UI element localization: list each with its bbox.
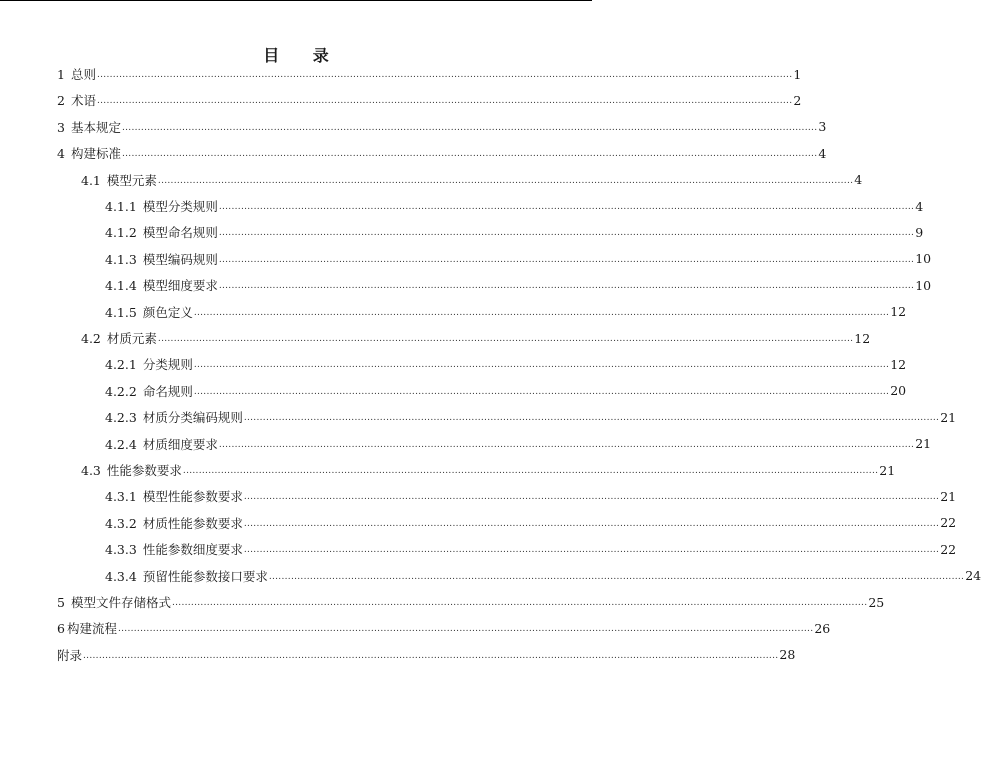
toc-entry[interactable] [105, 536, 957, 562]
toc-entry-number: 4.1 [81, 172, 101, 188]
toc-entry-number: 4.3.2 [105, 515, 137, 531]
toc-entry-page: 22 [940, 515, 957, 531]
toc-entry-label: 基本规定 [70, 119, 121, 135]
toc-entry-label: 模型文件存储格式 [70, 595, 171, 610]
toc-entry-page: 4 [915, 198, 924, 214]
toc-entry[interactable] [105, 510, 957, 536]
toc-entry[interactable] [57, 61, 802, 87]
toc-entry-page: 4 [818, 145, 827, 161]
toc-entry-number: 3 [57, 119, 65, 135]
toc-entry-label: 模型性能参数要求 [142, 489, 243, 505]
toc-entry-number: 4.2.2 [105, 383, 137, 399]
toc-entry-number: 4.3.1 [105, 489, 137, 505]
toc-entry-page: 28 [779, 647, 796, 663]
toc-entry-label: 性能参数细度要求 [142, 542, 243, 558]
toc-leader-dots: ............................................................................................................................................................................................................................ [117, 624, 814, 635]
toc-entry-label: 性能参数要求 [106, 463, 182, 478]
toc-entry-number: 4.1.1 [105, 199, 137, 214]
toc-entry-number: 1 [57, 67, 65, 82]
toc-entry-label: 模型细度要求 [142, 278, 218, 294]
toc-leader-dots: ............................................................................................................................................................................................................................ [193, 307, 890, 318]
toc-entry[interactable] [57, 87, 802, 113]
toc-entry-number: 4.2.3 [105, 410, 137, 426]
toc-entry[interactable] [81, 167, 863, 193]
toc-entry-page: 9 [915, 224, 924, 240]
toc-entry-label: 构建流程 [66, 621, 117, 637]
toc-entry[interactable] [105, 193, 924, 219]
toc-entry[interactable] [105, 351, 907, 377]
toc-leader-dots: ............................................................................................................................................................................................................................ [83, 650, 779, 661]
toc-leader-dots: ............................................................................................................................................................................................................................ [243, 492, 940, 503]
page-title: 目 录 [263, 46, 343, 65]
toc-entry-label: 模型命名规则 [142, 225, 218, 241]
toc-entry-label: 附录 [57, 647, 83, 663]
toc-leader-dots: ............................................................................................................................................................................................................................ [96, 70, 793, 80]
toc-entry-page: 21 [879, 462, 896, 478]
toc-entry-number: 4.3.4 [105, 568, 137, 584]
toc-entry[interactable] [105, 272, 932, 298]
toc-entry-page: 3 [818, 119, 827, 135]
toc-entry-label: 分类规则 [142, 357, 193, 373]
toc-entry[interactable] [81, 457, 896, 483]
toc-leader-dots: ............................................................................................................................................................................................................................ [218, 281, 915, 292]
toc-leader-dots: ............................................................................................................................................................................................................................ [171, 598, 868, 608]
toc-leader-dots: ............................................................................................................................................................................................................................ [218, 439, 915, 450]
toc-leader-dots: ............................................................................................................................................................................................................................ [193, 360, 890, 371]
toc-leader-dots: ............................................................................................................................................................................................................................ [268, 571, 965, 582]
toc-entry-number: 4.1.3 [105, 251, 137, 267]
toc-entry[interactable] [57, 114, 827, 140]
toc-entry-label: 颜色定义 [142, 304, 193, 320]
toc-entry[interactable] [105, 246, 932, 272]
toc-entry-number: 4 [57, 146, 65, 162]
toc-entry-page: 12 [890, 356, 907, 372]
toc-entry[interactable] [57, 589, 885, 615]
toc-leader-dots: ............................................................................................................................................................................................................................ [218, 228, 915, 239]
toc-entry[interactable] [105, 431, 932, 457]
toc-entry-page: 10 [915, 277, 932, 293]
toc-entry-page: 12 [854, 330, 871, 346]
toc-entry[interactable] [105, 219, 924, 245]
toc-leader-dots: ............................................................................................................................................................................................................................ [157, 334, 854, 344]
toc-entry-number: 4.1.4 [105, 278, 137, 294]
toc-entry[interactable] [105, 563, 981, 589]
toc-leader-dots: ............................................................................................................................................................................................................................ [243, 413, 940, 424]
toc-leader-dots: ............................................................................................................................................................................................................................ [218, 254, 915, 265]
toc-entry[interactable] [105, 299, 907, 325]
toc-leader-dots: ............................................................................................................................................................................................................................ [182, 466, 879, 476]
toc-entry-page: 21 [915, 436, 932, 452]
toc-entry-label: 材质分类编码规则 [142, 410, 243, 426]
toc-entry-label: 模型元素 [106, 172, 157, 188]
toc-entry-number: 4.2 [81, 331, 101, 346]
toc-leader-dots: ............................................................................................................................................................................................................................ [218, 202, 915, 212]
toc-leader-dots: ............................................................................................................................................................................................................................ [243, 518, 940, 529]
toc-entry-page: 10 [915, 251, 932, 267]
toc-entry-number: 6 [57, 621, 65, 637]
toc-entry-page: 21 [940, 488, 957, 504]
toc-entry-number: 5 [57, 595, 65, 610]
toc-entry-label: 材质细度要求 [142, 436, 218, 452]
toc-entry-page: 26 [814, 620, 831, 636]
toc-entry-label: 预留性能参数接口要求 [142, 568, 268, 584]
toc-entry-label: 总则 [70, 67, 96, 82]
toc-leader-dots: ............................................................................................................................................................................................................................ [193, 386, 890, 397]
toc-entry-label: 术语 [70, 93, 96, 109]
toc-entry-label: 材质性能参数要求 [142, 515, 243, 531]
toc-entry-number: 4.1.5 [105, 304, 137, 320]
toc-entry[interactable] [57, 642, 796, 668]
toc-leader-dots: ............................................................................................................................................................................................................................ [121, 122, 818, 133]
toc-entry-label: 模型分类规则 [142, 199, 218, 214]
toc-entry-page: 20 [890, 383, 907, 399]
toc-leader-dots: ............................................................................................................................................................................................................................ [96, 96, 793, 107]
toc-entry[interactable] [105, 483, 957, 509]
toc-entry-page: 22 [940, 541, 957, 557]
toc-entry[interactable] [57, 140, 827, 166]
toc-entry[interactable] [105, 404, 957, 430]
toc-entry-page: 1 [793, 66, 802, 82]
toc-entry-label: 命名规则 [142, 383, 193, 399]
page-top-rule [0, 0, 592, 1]
toc-leader-dots: ............................................................................................................................................................................................................................ [157, 175, 854, 186]
toc-entry[interactable] [81, 325, 871, 351]
toc-entry-page: 25 [868, 594, 885, 610]
toc-entry-page: 21 [940, 409, 957, 425]
toc-entry-page: 4 [854, 172, 863, 188]
toc-entry-number: 4.3.3 [105, 542, 137, 558]
toc-entry-page: 2 [793, 92, 802, 108]
toc-entry-number: 4.3 [81, 463, 101, 478]
toc-leader-dots: ............................................................................................................................................................................................................................ [121, 149, 818, 160]
toc-entry-number: 4.2.1 [105, 357, 137, 373]
toc-entry-number: 2 [57, 93, 65, 109]
toc-entry-label: 构建标准 [70, 146, 121, 162]
toc-entry[interactable] [105, 378, 907, 404]
toc-entry[interactable] [57, 615, 831, 641]
toc-entry-number: 4.1.2 [105, 225, 137, 241]
toc-entry-label: 材质元素 [106, 331, 157, 346]
toc-leader-dots: ............................................................................................................................................................................................................................ [243, 545, 940, 556]
toc-entry-page: 24 [965, 568, 981, 584]
toc-entry-number: 4.2.4 [105, 436, 137, 452]
toc-entry-label: 模型编码规则 [142, 251, 218, 267]
toc-entry-page: 12 [890, 304, 907, 320]
